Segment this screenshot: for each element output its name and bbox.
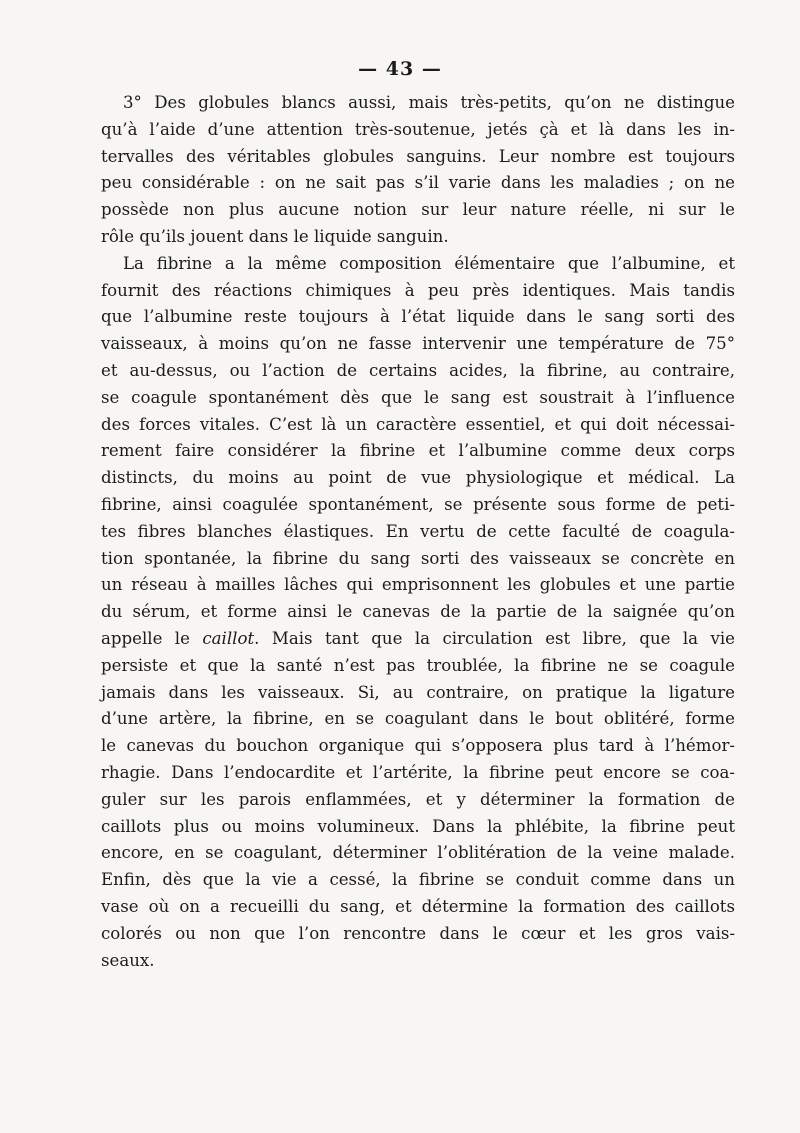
text-line: tion spontanée, la fibrine du sang sorti des vaisseaux se concrète en <box>101 548 735 568</box>
text-line: se coagule spontanément dès que le sang est soustrait à l’influence <box>101 387 735 407</box>
text-line: distincts, du moins au point de vue physiologique et médical. La <box>101 468 735 488</box>
text-segment: appelle le <box>101 628 203 648</box>
text-line: possède non plus aucune notion sur leur nature réelle, ni sur le <box>101 200 735 220</box>
text-line: rement faire considérer la fibrine et l’albumine comme deux corps <box>101 441 735 461</box>
text-line: qu’à l’aide d’une attention très-soutenue, jetés çà et là dans les in- <box>101 119 735 139</box>
text-line: du sérum, et forme ainsi le canevas de la partie de la saignée qu’on <box>101 602 735 622</box>
text-line: le canevas du bouchon organique qui s’opposera plus tard à l’hémor- <box>101 736 735 756</box>
page-number: — 43 — <box>358 58 442 80</box>
text-line: Enfin, dès que la vie a cessé, la fibrine se conduit comme dans un <box>101 870 735 890</box>
emphasized-word: caillot <box>202 628 255 648</box>
text-segment: . Mais tant que la circulation est libre, que la vie <box>254 628 735 648</box>
text-line: colorés ou non que l’on rencontre dans le cœur et les gros vais- <box>101 923 735 943</box>
text-line: encore, en se coagulant, déterminer l’oblitération de la veine malade. <box>101 843 735 863</box>
text-line: peu considérable : on ne sait pas s’il varie dans les maladies ; on ne <box>101 173 735 193</box>
text-line: guler sur les parois enflammées, et y déterminer la formation de <box>101 789 735 809</box>
text-line: et au-dessus, ou l’action de certains acides, la fibrine, au contraire, <box>101 360 735 380</box>
text-line: fibrine, ainsi coagulée spontanément, se présente sous forme de peti- <box>101 494 735 514</box>
text-line: jamais dans les vaisseaux. Si, au contraire, on pratique la ligature <box>101 682 735 702</box>
text-line: fournit des réactions chimiques à peu près identiques. Mais tandis <box>101 280 735 300</box>
text-line: 3° Des globules blancs aussi, mais très-petits, qu’on ne distingue <box>123 93 735 112</box>
body-text <box>101 90 735 974</box>
text-line: vaisseaux, à moins qu’on ne fasse intervenir une température de 75° <box>101 334 735 354</box>
text-line: tervalles des véritables globules sanguins. Leur nombre est toujours <box>101 146 735 166</box>
text-line: seaux. <box>101 950 155 970</box>
text-line: La fibrine a la même composition élémentaire que l’albumine, et <box>123 253 735 273</box>
text-line: des forces vitales. C’est là un caractère essentiel, et qui doit nécessai- <box>101 414 735 434</box>
text-line: que l’albumine reste toujours à l’état liquide dans le sang sorti des <box>101 307 735 327</box>
text-line: caillots plus ou moins volumineux. Dans la phlébite, la fibrine peut <box>101 816 735 836</box>
text-line: rhagie. Dans l’endocardite et l’artérite, la fibrine peut encore se coa- <box>101 762 735 782</box>
text-line: d’une artère, la fibrine, en se coagulant dans le bout oblitéré, forme <box>101 709 735 729</box>
text-line: persiste et que la santé n’est pas troublée, la fibrine ne se coagule <box>101 655 735 675</box>
text-line: vase où on a recueilli du sang, et détermine la formation des caillots <box>101 896 735 916</box>
text-line: tes fibres blanches élastiques. En vertu de cette faculté de coagula- <box>101 521 735 541</box>
text-line: un réseau à mailles lâches qui emprisonnent les globules et une partie <box>101 575 735 595</box>
text-line <box>101 626 735 653</box>
text-line: rôle qu’ils jouent dans le liquide sanguin. <box>101 226 449 246</box>
